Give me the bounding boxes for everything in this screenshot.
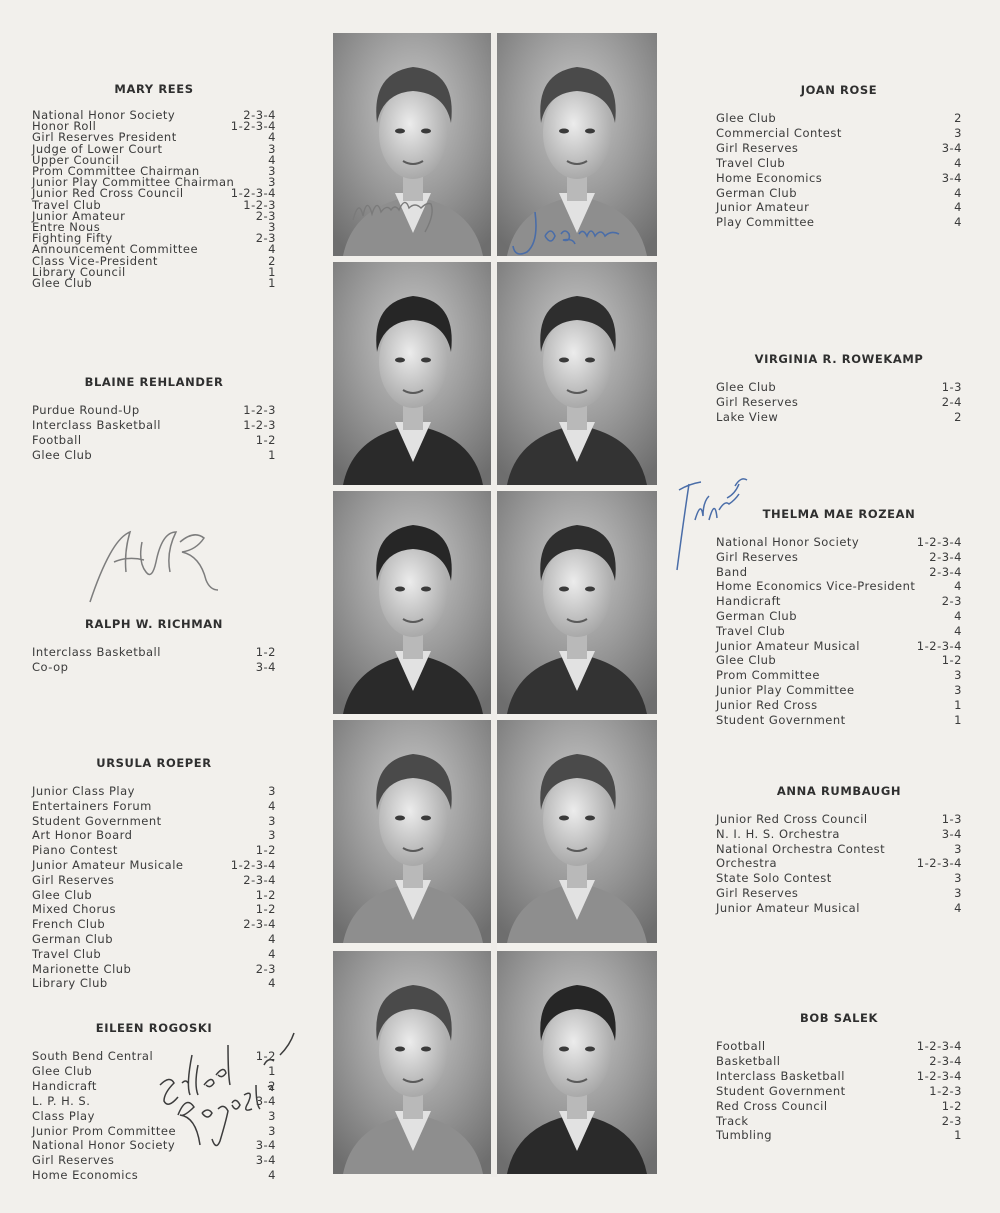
- activity-years: 4: [268, 242, 276, 257]
- activity-years: 1-2-3-4: [916, 535, 962, 549]
- activity-row: [716, 395, 962, 410]
- activity-name: Home Economics: [32, 1168, 139, 1183]
- activity-years: 4: [954, 215, 962, 230]
- activity-name: National Honor Society: [32, 1138, 176, 1153]
- student-block-richman: [32, 617, 276, 675]
- activity-row: [32, 888, 276, 903]
- activity-row: [716, 111, 962, 126]
- activity-years: 1: [268, 264, 276, 279]
- activity-name: Entertainers Forum: [32, 798, 152, 813]
- activity-years: 2-3: [941, 1113, 962, 1128]
- activity-years: 3: [268, 784, 276, 798]
- activity-name: Marionette Club: [32, 961, 132, 976]
- activity-row: [716, 200, 962, 215]
- activity-years: 2-3-4: [929, 1053, 962, 1068]
- activity-row: [716, 1054, 962, 1069]
- activity-row: [716, 550, 962, 565]
- activity-name: Piano Contest: [32, 843, 118, 858]
- activity-row: [716, 579, 962, 594]
- activity-years: 1-3: [941, 380, 962, 394]
- activity-name: Purdue Round-Up: [32, 403, 140, 417]
- activity-name: Junior Amateur Musical: [716, 638, 860, 653]
- activity-row: [32, 1064, 276, 1079]
- activity-list: [716, 380, 962, 425]
- student-name: JOAN ROSE: [800, 83, 878, 97]
- activity-name: South Bend Central: [32, 1049, 154, 1063]
- student-name: VIRGINIA R. ROWEKAMP: [754, 352, 924, 366]
- activity-years: 2-3: [255, 961, 276, 976]
- activity-years: 3-4: [255, 1093, 276, 1108]
- activity-name: Girl Reserves: [32, 872, 115, 887]
- student-block-rose: [716, 83, 962, 230]
- student-name: BLAINE REHLANDER: [84, 375, 224, 389]
- activity-row: [32, 433, 276, 448]
- activity-years: 3: [268, 813, 276, 828]
- activity-row: [32, 917, 276, 932]
- activity-years: 2-4: [941, 395, 962, 409]
- activity-name: Glee Club: [32, 276, 93, 291]
- activity-row: [716, 186, 962, 201]
- activity-name: National Honor Society: [716, 535, 860, 549]
- activity-years: 4: [954, 608, 962, 623]
- signature-ralph: [70, 512, 250, 607]
- activity-name: Home Economics Vice-President: [716, 579, 916, 594]
- portrait-rumbaugh: [497, 720, 657, 943]
- student-name: EILEEN ROGOSKI: [95, 1021, 213, 1035]
- activity-name: Football: [32, 433, 82, 447]
- activity-name: Basketball: [716, 1053, 781, 1068]
- activity-name: Honor Roll: [32, 119, 97, 134]
- activity-row: [32, 947, 276, 962]
- activity-name: Junior Amateur: [716, 200, 810, 215]
- student-name: THELMA MAE ROZEAN: [762, 507, 916, 521]
- activity-name: Glee Club: [32, 1063, 93, 1078]
- activity-row: [716, 827, 962, 842]
- activity-name: N. I. H. S. Orchestra: [716, 826, 840, 841]
- activity-name: Fighting Fifty: [32, 231, 113, 246]
- activity-name: Girl Reserves President: [32, 130, 177, 145]
- activity-row: [716, 171, 962, 186]
- activity-name: Handicraft: [716, 594, 781, 609]
- activity-name: National Honor Society: [32, 108, 176, 122]
- activity-row: [32, 814, 276, 829]
- activity-row: [32, 1109, 276, 1124]
- portrait-rowekamp: [497, 262, 657, 485]
- activity-name: Mixed Chorus: [32, 902, 116, 917]
- student-block-salek: [716, 1011, 962, 1143]
- activity-row: [716, 126, 962, 141]
- activity-years: 3-4: [255, 1138, 276, 1153]
- activity-row: [716, 871, 962, 886]
- activity-name: L. P. H. S.: [32, 1093, 91, 1108]
- activity-name: Library Club: [32, 976, 108, 991]
- activity-row: [32, 976, 276, 991]
- activity-years: 1: [954, 1128, 962, 1143]
- portrait-rose: [497, 33, 657, 256]
- activity-name: Red Cross Council: [716, 1098, 828, 1113]
- activity-name: Track: [716, 1113, 749, 1128]
- activity-years: 1-2-3-4: [230, 857, 276, 872]
- activity-name: Library Council: [32, 264, 126, 279]
- activity-name: Home Economics: [716, 170, 823, 185]
- activity-name: Class Vice-President: [32, 253, 158, 268]
- activity-years: 3: [954, 871, 962, 886]
- activity-years: 4: [268, 130, 276, 145]
- activity-row: [716, 594, 962, 609]
- activity-years: 1-2: [255, 902, 276, 917]
- activity-name: German Club: [716, 608, 798, 623]
- activity-years: 1-2: [255, 645, 276, 659]
- activity-years: 1-2-3: [243, 418, 276, 432]
- activity-name: Travel Club: [32, 197, 102, 212]
- student-block-rehlander: [32, 375, 276, 463]
- activity-years: 2-3-4: [243, 917, 276, 932]
- activity-years: 1-2-3: [243, 197, 276, 212]
- activity-name: Glee Club: [716, 111, 777, 125]
- portrait-roeper: [333, 720, 493, 943]
- activity-row: [716, 713, 962, 728]
- activity-row: [716, 1114, 962, 1129]
- activity-name: Glee Club: [716, 380, 777, 394]
- activity-name: Interclass Basketball: [716, 1068, 845, 1083]
- activity-row: [716, 624, 962, 639]
- activity-years: 1-2: [255, 887, 276, 902]
- activity-name: German Club: [716, 185, 798, 200]
- activity-name: Junior Play Committee Chairman: [32, 175, 235, 190]
- activity-years: 1-2: [255, 843, 276, 858]
- activity-name: Junior Red Cross: [716, 697, 818, 712]
- activity-years: 1: [954, 712, 962, 727]
- portrait-salek: [497, 951, 657, 1174]
- activity-row: [716, 565, 962, 580]
- activity-name: Junior Amateur Musicale: [32, 857, 184, 872]
- activity-years: 3-4: [255, 1153, 276, 1168]
- activity-years: 3: [954, 682, 962, 697]
- activity-name: Student Government: [716, 712, 846, 727]
- activity-name: Lake View: [716, 410, 779, 424]
- activity-name: Student Government: [716, 1083, 846, 1098]
- activity-years: 4: [954, 900, 962, 915]
- activity-years: 4: [268, 1168, 276, 1183]
- activity-years: 3: [954, 668, 962, 683]
- activity-row: [32, 660, 276, 675]
- activity-years: 1-2-3-4: [916, 1068, 962, 1083]
- activity-list: [32, 784, 276, 991]
- activity-row: [32, 843, 276, 858]
- activity-row: [32, 1153, 276, 1168]
- activity-name: French Club: [32, 917, 106, 932]
- activity-row: [716, 698, 962, 713]
- activity-name: Orchestra: [716, 856, 777, 871]
- photo-column-divider: [491, 33, 497, 1177]
- activity-years: 3-4: [255, 660, 276, 674]
- activity-row: [32, 932, 276, 947]
- activity-name: Tumbling: [716, 1128, 773, 1143]
- activity-years: 1-3: [941, 812, 962, 826]
- activity-row: [716, 842, 962, 857]
- activity-list: [716, 535, 962, 727]
- activity-years: 1-2-3-4: [230, 119, 276, 134]
- activity-name: Prom Committee Chairman: [32, 164, 200, 179]
- activity-row: [32, 902, 276, 917]
- activity-years: 3: [268, 220, 276, 235]
- activity-row: [32, 645, 276, 660]
- activity-years: 1-2-3-4: [916, 1039, 962, 1053]
- activity-row: [32, 799, 276, 814]
- activity-years: 1-2-3-4: [916, 638, 962, 653]
- activity-years: 3: [268, 1108, 276, 1123]
- activity-list: [32, 403, 276, 463]
- activity-years: 3-4: [941, 170, 962, 185]
- activity-years: 1: [268, 276, 276, 291]
- activity-name: Junior Class Play: [32, 784, 135, 798]
- activity-years: 3: [954, 841, 962, 856]
- student-block-roeper: [32, 756, 276, 991]
- student-block-rumbaugh: [716, 784, 962, 916]
- activity-years: 4: [954, 579, 962, 594]
- activity-row: [716, 156, 962, 171]
- portrait-rees: [333, 33, 493, 256]
- activity-years: 4: [268, 976, 276, 991]
- activity-name: Travel Club: [32, 946, 102, 961]
- activity-years: 1: [954, 697, 962, 712]
- activity-years: 4: [954, 155, 962, 170]
- activity-row: [32, 873, 276, 888]
- activity-years: 3: [268, 1123, 276, 1138]
- activity-list: [716, 812, 962, 916]
- activity-list: [32, 645, 276, 675]
- activity-name: Interclass Basketball: [32, 645, 161, 659]
- activity-row: [716, 653, 962, 668]
- activity-list: [32, 110, 276, 289]
- activity-name: Football: [716, 1039, 766, 1053]
- activity-row: [716, 1069, 962, 1084]
- activity-name: Play Committee: [716, 215, 815, 230]
- activity-row: [32, 1049, 276, 1064]
- activity-name: Announcement Committee: [32, 242, 199, 257]
- activity-years: 1-2: [941, 1098, 962, 1113]
- activity-list: [716, 1039, 962, 1143]
- activity-name: Upper Council: [32, 152, 120, 167]
- activity-row: [32, 448, 276, 463]
- activity-name: Junior Amateur Musical: [716, 900, 860, 915]
- activity-years: 4: [268, 798, 276, 813]
- activity-row: [716, 215, 962, 230]
- activity-name: Girl Reserves: [716, 140, 799, 155]
- activity-years: 1-2: [255, 1049, 276, 1063]
- activity-row: [716, 380, 962, 395]
- activity-name: National Orchestra Contest: [716, 841, 886, 856]
- student-block-rogoski: [32, 1021, 276, 1183]
- activity-row: [716, 886, 962, 901]
- activity-years: 1-2: [255, 433, 276, 447]
- activity-name: Entre Nous: [32, 220, 101, 235]
- activity-row: [716, 901, 962, 916]
- activity-years: 4: [954, 185, 962, 200]
- activity-row: [32, 828, 276, 843]
- activity-name: Girl Reserves: [716, 549, 799, 564]
- activity-row: [32, 1168, 276, 1183]
- activity-row: [716, 609, 962, 624]
- portrait-rogoski: [333, 951, 493, 1174]
- activity-name: Travel Club: [716, 155, 786, 170]
- activity-years: 2-3: [255, 231, 276, 246]
- activity-years: 2-3-4: [243, 872, 276, 887]
- activity-years: 2-3-4: [929, 564, 962, 579]
- activity-years: 1-2-3-4: [230, 186, 276, 201]
- activity-list: [716, 111, 962, 230]
- activity-years: 3-4: [941, 826, 962, 841]
- activity-row: [716, 683, 962, 698]
- activity-row: [716, 812, 962, 827]
- activity-row: [32, 1079, 276, 1094]
- activity-years: 1: [268, 448, 276, 462]
- activity-row: [32, 418, 276, 433]
- activity-row: [716, 639, 962, 654]
- activity-name: Junior Red Cross Council: [32, 186, 184, 201]
- activity-years: 4: [268, 152, 276, 167]
- activity-name: Travel Club: [716, 623, 786, 638]
- activity-years: 1-2-3-4: [916, 856, 962, 871]
- activity-row: [32, 1138, 276, 1153]
- activity-years: 2: [954, 111, 962, 125]
- activity-name: Handicraft: [32, 1078, 97, 1093]
- activity-name: Co-op: [32, 660, 69, 674]
- activity-row: [32, 858, 276, 873]
- activity-years: 2-3-4: [929, 549, 962, 564]
- activity-years: 3: [268, 828, 276, 843]
- student-name: MARY REES: [114, 82, 194, 96]
- activity-row: [716, 1128, 962, 1143]
- activity-name: Junior Play Committee: [716, 682, 855, 697]
- activity-years: 2-3: [941, 594, 962, 609]
- activity-row: [32, 784, 276, 799]
- student-block-rees: [32, 82, 276, 289]
- activity-name: Junior Prom Committee: [32, 1123, 177, 1138]
- activity-years: 4: [268, 946, 276, 961]
- activity-row: [716, 410, 962, 425]
- activity-name: Glee Club: [716, 653, 777, 668]
- activity-name: Commercial Contest: [716, 125, 842, 140]
- activity-name: Prom Committee: [716, 668, 820, 683]
- activity-name: State Solo Contest: [716, 871, 832, 886]
- activity-years: 3-4: [941, 140, 962, 155]
- student-name: BOB SALEK: [800, 1011, 878, 1025]
- activity-name: Girl Reserves: [716, 395, 799, 409]
- activity-row: [32, 278, 276, 289]
- activity-name: Glee Club: [32, 448, 93, 462]
- activity-row: [32, 1124, 276, 1139]
- activity-name: Junior Red Cross Council: [716, 812, 868, 826]
- activity-name: Girl Reserves: [32, 1153, 115, 1168]
- activity-years: 1-2-3: [243, 403, 276, 417]
- activity-row: [716, 668, 962, 683]
- activity-years: 2: [268, 1078, 276, 1093]
- activity-years: 3: [268, 175, 276, 190]
- activity-row: [716, 1099, 962, 1114]
- activity-row: [716, 141, 962, 156]
- activity-row: [32, 403, 276, 418]
- student-name: ANNA RUMBAUGH: [776, 784, 902, 798]
- activity-name: Interclass Basketball: [32, 418, 161, 432]
- portrait-rehlander: [333, 262, 493, 485]
- activity-years: 4: [954, 623, 962, 638]
- activity-years: 1: [268, 1063, 276, 1078]
- activity-name: German Club: [32, 931, 114, 946]
- activity-name: Band: [716, 564, 748, 579]
- activity-name: Judge of Lower Court: [32, 141, 163, 156]
- activity-years: 4: [268, 931, 276, 946]
- activity-years: 2: [268, 253, 276, 268]
- student-block-rozean: [716, 507, 962, 727]
- activity-years: 3: [954, 125, 962, 140]
- activity-years: 4: [954, 200, 962, 215]
- activity-name: Art Honor Board: [32, 828, 133, 843]
- activity-row: [716, 1084, 962, 1099]
- activity-row: [32, 1094, 276, 1109]
- activity-years: 2-3: [255, 208, 276, 223]
- activity-years: 1-2-3: [929, 1083, 962, 1098]
- portrait-rozean: [497, 491, 657, 714]
- activity-list: [32, 1049, 276, 1183]
- student-block-rowekamp: [716, 352, 962, 425]
- activity-years: 3: [954, 885, 962, 900]
- activity-years: 1-2: [941, 653, 962, 668]
- activity-row: [716, 856, 962, 871]
- activity-years: 3: [268, 164, 276, 179]
- activity-row: [716, 535, 962, 550]
- student-name: URSULA ROEPER: [96, 756, 212, 770]
- activity-name: Student Government: [32, 813, 162, 828]
- activity-row: [716, 1039, 962, 1054]
- activity-name: Junior Amateur: [32, 208, 126, 223]
- activity-years: 2-3-4: [243, 108, 276, 122]
- activity-years: 2: [954, 410, 962, 424]
- activity-name: Girl Reserves: [716, 885, 799, 900]
- activity-row: [32, 962, 276, 977]
- portrait-richman: [333, 491, 493, 714]
- student-name: RALPH W. RICHMAN: [84, 617, 224, 631]
- activity-years: 3: [268, 141, 276, 156]
- activity-name: Glee Club: [32, 887, 93, 902]
- activity-name: Class Play: [32, 1108, 95, 1123]
